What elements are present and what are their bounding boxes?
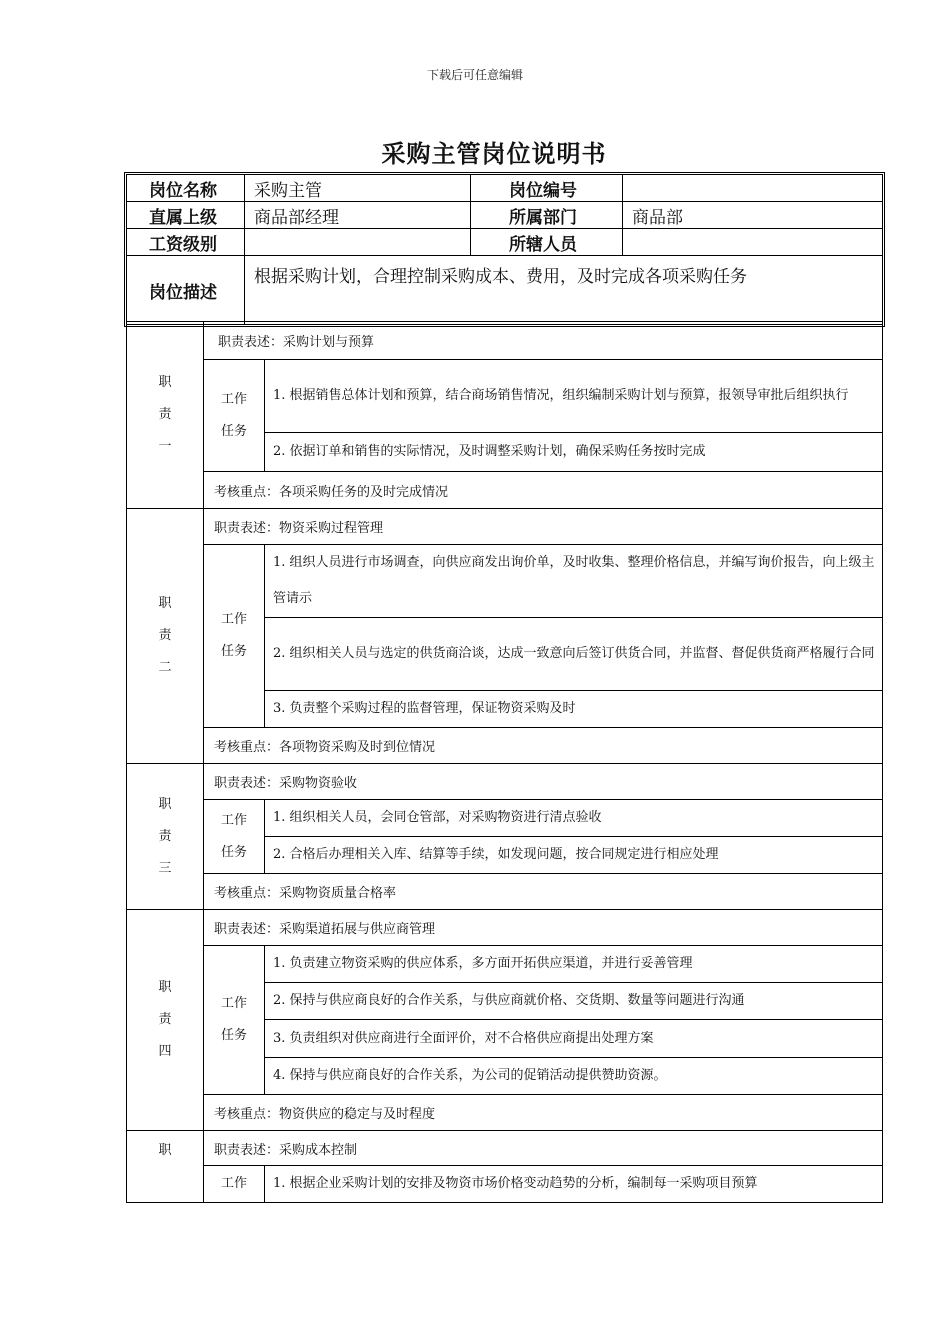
position-description-value: 根据采购计划，合理控制采购成本、费用，及时完成各项采购任务 — [245, 256, 883, 325]
work-label-line: 工作 — [220, 996, 247, 1011]
department-value: 商品部 — [623, 202, 883, 229]
duties-table — [126, 321, 883, 1203]
duty-3-side-char: 职 — [158, 796, 172, 812]
position-code-label: 岗位编号 — [471, 175, 623, 202]
duty-2-task-3: 3. 负责整个采购过程的监督管理，保证物资采购及时 — [265, 691, 883, 728]
duty-1-side-char: 责 — [158, 407, 172, 422]
duty-2-side-label — [127, 509, 204, 764]
duty-1-task-2: 2. 依据订单和销售的实际情况，及时调整采购计划，确保采购任务按时完成 — [265, 433, 883, 472]
duty-3-task-2: 2. 合格后办理相关入库、结算等手续，如发现问题，按合同规定进行相应处理 — [265, 837, 883, 874]
work-label-line: 任务 — [220, 844, 247, 860]
position-description-label: 岗位描述 — [127, 256, 245, 325]
duty-1-summary: 职责表述：采购计划与预算 — [204, 322, 883, 360]
duty-2-side-char: 职 — [158, 596, 172, 611]
duty-2-side-char: 二 — [158, 660, 172, 675]
subordinates-value — [623, 229, 883, 256]
duty-3-side-label — [127, 764, 204, 910]
duty-4-focus: 考核重点：物资供应的稳定与及时程度 — [204, 1095, 883, 1131]
work-label-line: 工作 — [220, 612, 247, 627]
duty-5-side-label — [127, 1131, 204, 1203]
superior-label: 直属上级 — [127, 202, 245, 229]
document-title: 采购主管岗位说明书 — [381, 139, 607, 168]
duty-4-side-char: 四 — [158, 1044, 172, 1059]
duty-4-side-char: 责 — [158, 1012, 172, 1027]
duty-4-task-4: 4. 保持与供应商良好的合作关系，为公司的促销活动提供赞助资源。 — [265, 1058, 883, 1095]
position-name-value: 采购主管 — [245, 175, 471, 202]
duty-3-summary: 职责表述：采购物资验收 — [204, 764, 883, 800]
duty-4-side-label — [127, 910, 204, 1131]
duty-5-work-label: 工作 — [204, 1166, 265, 1203]
position-code-value — [623, 175, 883, 202]
duty-1-side-char: 职 — [158, 375, 172, 390]
duty-3-side-char: 三 — [158, 860, 172, 876]
duty-2-summary: 职责表述：物资采购过程管理 — [204, 509, 883, 545]
duty-2-work-label — [204, 545, 265, 728]
duty-4-side-char: 职 — [158, 980, 172, 995]
duty-1-side-label — [127, 322, 204, 509]
duty-3-side-char: 责 — [158, 828, 172, 844]
salary-level-value — [245, 229, 471, 256]
duty-4-summary: 职责表述：采购渠道拓展与供应商管理 — [204, 910, 883, 946]
duty-4-task-2: 2. 保持与供应商良好的合作关系，与供应商就价格、交货期、数量等问题进行沟通 — [265, 983, 883, 1020]
header-note: 下载后可任意编辑 — [426, 68, 523, 82]
work-label-line: 工作 — [220, 391, 247, 407]
position-name-label: 岗位名称 — [127, 175, 245, 202]
duty-1-side-char: 一 — [158, 439, 172, 454]
work-label-line: 工作 — [220, 812, 247, 828]
work-label-line: 任务 — [220, 423, 247, 439]
duty-3-task-1: 1. 组织相关人员，会同仓管部，对采购物资进行清点验收 — [265, 800, 883, 837]
work-label-line: 任务 — [220, 1028, 247, 1043]
basic-info-table — [126, 174, 883, 325]
duty-4-task-1: 1. 负责建立物资采购的供应体系，多方面开拓供应渠道，并进行妥善管理 — [265, 946, 883, 983]
duty-5-summary: 职责表述：采购成本控制 — [204, 1131, 883, 1166]
work-label-line: 任务 — [220, 644, 247, 659]
department-label: 所属部门 — [471, 202, 623, 229]
duty-2-task-1: 1. 组织人员进行市场调查，向供应商发出询价单，及时收集、整理价格信息，并编写询价报告，向上级主管请示 — [265, 545, 883, 618]
duty-3-focus: 考核重点：采购物资质量合格率 — [204, 874, 883, 910]
duty-4-work-label — [204, 946, 265, 1095]
duty-5-task-1: 1. 根据企业采购计划的安排及物资市场价格变动趋势的分析，编制每一采购项目预算 — [265, 1166, 883, 1203]
duty-2-task-2: 2. 组织相关人员与选定的供货商洽谈，达成一致意向后签订供货合同，并监督、督促供货商严格履行合同 — [265, 618, 883, 691]
superior-value: 商品部经理 — [245, 202, 471, 229]
duty-1-work-label — [204, 360, 265, 472]
duty-5-side-char: 职 — [158, 1143, 172, 1158]
duty-3-work-label — [204, 800, 265, 874]
salary-level-label: 工资级别 — [127, 229, 245, 256]
duty-2-side-char: 责 — [158, 628, 172, 643]
duty-2-focus: 考核重点：各项物资采购及时到位情况 — [204, 728, 883, 764]
duty-1-focus: 考核重点：各项采购任务的及时完成情况 — [204, 472, 883, 509]
subordinates-label: 所辖人员 — [471, 229, 623, 256]
duty-4-task-3: 3. 负责组织对供应商进行全面评价，对不合格供应商提出处理方案 — [265, 1020, 883, 1058]
duty-1-task-1: 1. 根据销售总体计划和预算，结合商场销售情况，组织编制采购计划与预算，报领导审批后组织执行 — [265, 360, 883, 433]
